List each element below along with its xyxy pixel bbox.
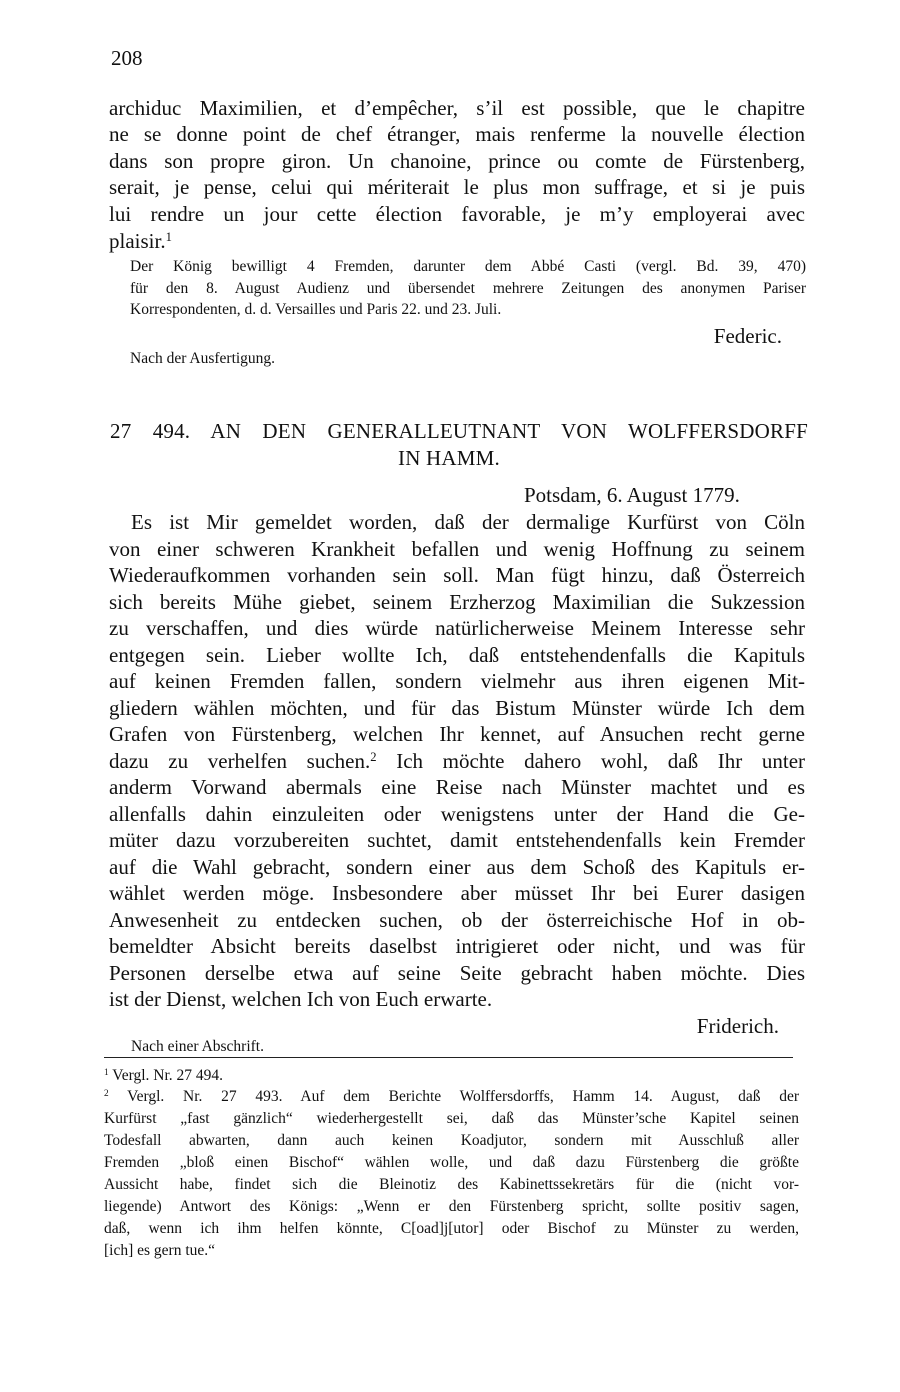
editorial-note-line: Korrespondenten, d. d. Versailles und Paris 22. und 23. Juli. — [130, 301, 502, 318]
letter1-line: serait, je pense, celui qui mériterait le plus mon suffrage, et si je puis — [109, 175, 805, 199]
letter1-line: archiduc Maximilien, et d’empêcher, s’il est possible, que le chapitre — [109, 96, 805, 120]
letter2-line: Anwesenheit zu entdecken suchen, ob der österreichische Hof in ob- — [109, 908, 805, 932]
footnote-2-line: Fremden „bloß einen Bischof“ wählen wolle, und daß dazu Fürstenberg die größte — [104, 1154, 799, 1171]
footnote-2-line: Todesfall abwarten, dann auch keinen Koadjutor, sondern mit Ausschluß aller — [104, 1132, 799, 1149]
letter2-line: ist der Dienst, welchen Ich von Euch erwarte. — [109, 987, 493, 1011]
footnote-divider — [104, 1057, 793, 1058]
letter2-line: allenfalls dahin einzuleiten oder wenigstens unter der Hand die Ge- — [109, 802, 805, 826]
letter1-line: ne se donne point de chef étranger, mais renferme la nouvelle élection — [109, 122, 805, 146]
footnote-ref: 1 — [165, 230, 172, 245]
letter2-line: entgegen sein. Lieber wollte Ich, daß entstehendenfalls die Kapituls — [109, 643, 805, 667]
letter2-line: von einer schweren Krankheit befallen und wenig Hoffnung zu seinem — [109, 537, 805, 561]
letter2-line: anderm Vorwand abermals eine Reise nach Münster machtet und es — [109, 775, 805, 799]
letter2-signature: Friderich. — [696, 1014, 779, 1038]
letter2-line: sich bereits Mühe giebet, seinem Erzherzog Maximilian die Sukzession — [109, 590, 805, 614]
letter2-line: Ich möchte dahero wohl, daß Ihr unter — [396, 749, 806, 773]
footnote-ref: 2 — [370, 750, 377, 765]
footnote-text: Vergl. Nr. 27 494. — [112, 1067, 224, 1084]
letter2-line: Wiederaufkommen vorhanden sein soll. Man fügt hinzu, daß Österreich — [109, 563, 805, 587]
footnote-2-line: Aussicht habe, findet sich die Bleinotiz des Kabinettssekretärs für die (nicht vor- — [104, 1176, 799, 1193]
letter-heading: 27 494. AN DEN GENERALLEUTNANT VON WOLFFERSDORFF — [110, 419, 808, 443]
footnote-number: 1 — [104, 1067, 109, 1078]
letter2-line: dazu zu verhelfen suchen. — [109, 749, 371, 773]
editorial-note-line: Der König bewilligt 4 Fremden, darunter dem Abbé Casti (vergl. Bd. 39, 470) — [130, 258, 806, 275]
letter1-signature: Federic. — [713, 324, 782, 348]
letter2-line: zu verschaffen, und dies würde natürlicherweise Meinem Interesse sehr — [109, 616, 805, 640]
letter1-line: plaisir. — [109, 229, 166, 253]
footnote-number: 2 — [104, 1088, 109, 1099]
letter2-line: gliedern wählen möchten, und für das Bistum Münster würde Ich dem — [109, 696, 805, 720]
letter2-line: Grafen von Fürstenberg, welchen Ihr kennet, auf Ansuchen recht gerne — [109, 722, 805, 746]
footnote-2-line: liegende) Antwort des Königs: „Wenn er den Fürstenberg spricht, sollte positiv sagen, — [104, 1198, 799, 1215]
letter1-line: lui rendre un jour cette élection favorable, je m’y employerai avec — [109, 202, 805, 226]
footnote-1 — [104, 1068, 799, 1084]
letter2-line: Es ist Mir gemeldet worden, daß der dermalige Kurfürst von Cöln — [131, 510, 805, 534]
footnote-2-line: [ich] es gern tue.“ — [104, 1242, 216, 1259]
letter1-line: dans son propre giron. Un chanoine, prince ou comte de Fürstenberg, — [109, 149, 805, 173]
letter2-line: auf die Wahl gebracht, sondern einer aus dem Schoß des Kapituls er- — [109, 855, 805, 879]
footnote-2-line: daß, wenn ich ihm helfen könnte, C[oad]j[utor] oder Bischof zu Münster zu werden, — [104, 1220, 799, 1237]
letter1-last-line — [109, 231, 805, 252]
letter2-line: wählet werden möge. Insbesondere aber müsset Ihr bei Eurer dasigen — [109, 881, 805, 905]
footnote-2-line: Kurfürst „fast gänzlich“ wiederhergestellt sei, daß das Münster’sche Kapitel seinen — [104, 1110, 799, 1127]
letter2-line: bemeldter Absicht bereits daselbst intrigieret oder nicht, und was für — [109, 934, 805, 958]
dateline: Potsdam, 6. August 1779. — [524, 483, 740, 507]
letter2-line: Personen derselbe etwa auf seine Seite gebracht haben möchte. Dies — [109, 961, 805, 985]
letter2-line: auf keinen Fremden fallen, sondern vielmehr aus ihren eigenen Mit- — [109, 669, 805, 693]
letter-heading-line2: IN HAMM. — [398, 446, 500, 470]
letter2-line: müter dazu vorzubereiten suchtet, damit entstehendenfalls kein Fremder — [109, 828, 805, 852]
footnote-2-first-line — [104, 1089, 799, 1105]
letter2-source: Nach einer Abschrift. — [131, 1038, 264, 1055]
footnote-text: Vergl. Nr. 27 493. Auf dem Berichte Wolffersdorffs, Hamm 14. August, daß der — [127, 1088, 799, 1105]
letter1-source: Nach der Ausfertigung. — [130, 350, 276, 367]
page-number: 208 — [111, 46, 143, 70]
letter2-line-with-ref — [109, 751, 805, 772]
editorial-note-line: für den 8. August Audienz und übersendet mehrere Zeitungen des anonymen Pariser — [130, 280, 806, 297]
